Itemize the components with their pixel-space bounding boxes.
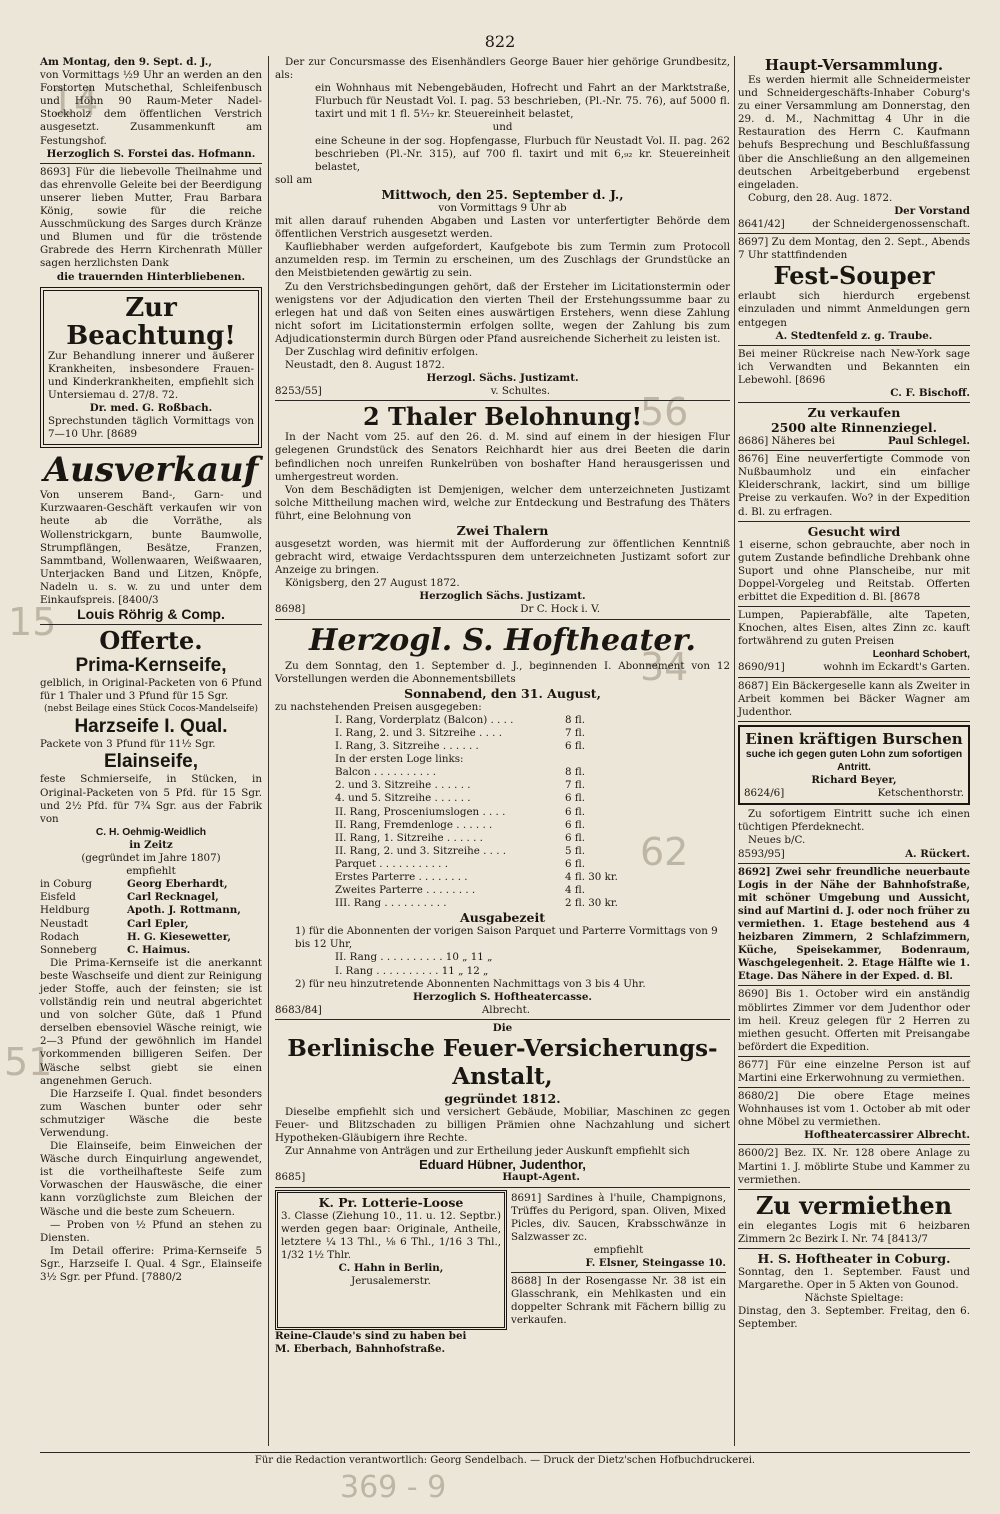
ad-signature: der Schneidergenossenschaft. [812,218,970,231]
ad-body: Von unserem Band-, Garn- und Kurzwaaren-Geschäft verkaufen wir von heute ab die Vorräthe, als Wollenstrickgarn, bunte Baumwolle, Strumpflängen, Besätze, Franzen, Sammtband, Wollenwaaren, Weißwaaren, Unterjacken Band und Litzen, Knöpfe, Nadeln u. s. w. zu und unter dem Einkaufspreis. [8400/3 [40,489,262,606]
ad-signature: Richard Beyer, [811,774,897,787]
price-value: 4 fl. 30 kr. [565,870,618,883]
price-row [335,832,635,845]
ad-body: Dinstag, den 3. September. Freitag, den 6. September. [738,1305,970,1331]
ad-body: Im Detail offerire: Prima-Kernseife 5 Sgr., Harzseife I. Qual. 4 Sgr., Elainseife 3½ Sgr. per Pfund. [7880/2 [40,1244,262,1284]
ad-body: Zur Behandlung innerer und äußerer Krankheiten, insbesondere Frauen- und Kinderkrankheiten, empfiehlt sich Untersiemau d. 27/8. 72. [48,349,254,401]
ad-heading: Elainseife, [104,751,198,773]
pencil-mark: 62 [640,830,689,874]
pencil-mark: 56 [640,390,689,434]
ad-signature: A. Rückert. [905,847,970,860]
column-middle [275,56,730,1356]
price-seat: 2. und 3. Sitzreihe . . . . . . [335,779,471,792]
dealer-row [40,904,262,917]
ad-signature: Hoftheatercassirer Albrecht. [804,1129,970,1142]
price-value: 8 fl. [565,766,585,779]
ad-heading: Prima-Kernseife, [75,655,227,677]
price-value: 8 fl. [565,713,585,726]
ad-body: erlaubt sich hierdurch ergebenst einzuladen und nimmt Anmeldungen gern entgegen [738,290,970,329]
ad-heading: Harzseife I. Qual. [74,716,228,738]
ad-title: Einen kräftigen Burschen [745,729,963,748]
ad-body: Reine-Claude's sind zu haben bei [275,1329,467,1342]
ad-body: Bei meiner Rückreise nach New-York sage ich Verwandten und Bekannten ein Lebewohl. [8696 [738,347,970,386]
dealer-town: Eisfeld [40,891,76,904]
ad-body: ein Wohnhaus mit Nebengebäuden, Hofrecht und Fahrt an der Marktstraße, Flurbuch für Neustadt Vol. I. pag. 53 beschrieben, (Pl.-Nr. 75. 76), auf 5000 fl. taxirt und mit 1 fl. 5¹⁄₁₇ kr. Steuereinheit belastet, [315,82,730,121]
ad-body: ausgesetzt worden, was hiermit mit der Aufforderung zur öffentlichen Kenntniß gebracht wird, etwaige Verdachtsspuren dem unterzeichneten Justizamt sofort zur Anzeige zu bringen. [275,538,730,577]
ad-body: Kaufliebhaber werden aufgefordert, Kaufgebote bis zum Termin zum Protocoll anzumelden resp. im Termin zu erscheinen, um des Zuschlags der Grundstücke an den Meistbietenden gewärtig zu sein. [275,241,730,280]
price-row [335,740,635,753]
ad-row [275,1190,730,1330]
price-seat: I. Rang, 3. Sitzreihe . . . . . . [335,740,479,753]
ad-body: II. Rang . . . . . . . . . . 10 „ 11 „ [335,951,493,964]
ad-feuerversicherung [275,1022,730,1185]
ad-signature: Dr C. Hock i. V. [520,603,600,616]
ad-abschied [738,348,970,400]
ad-body: Zur Annahme von Anträgen und zur Ertheilung jeder Auskunft empfiehlt sich [285,1145,690,1158]
ad-body: Die Prima-Kernseife ist die anerkannt beste Waschseife und dient zur Reinigung jeder Stoffe, auch der feinsten; sie ist vollständig rein und neutral abgerichtet und von solcher Güte, daß 1 Pfund derselben ebensoviel Wäsche reinigt, wie 2—3 Pfund der gewöhnlich im Handel vorkommenden billigeren Seifen. Der Wäsche selbst giebt sie einen angenehmen Geruch. [40,956,262,1087]
ad-title: Zur Beachtung! [66,292,236,351]
price-value: 2 fl. 30 kr. [565,897,618,910]
ad-title: Ausverkauf [43,450,259,491]
ad-body: Der Zuschlag wird definitiv erfolgen. [285,345,479,358]
ad-title: Am Montag, den 9. Sept. d. J., [40,56,212,68]
ad-role: Haupt-Agent. [502,1171,580,1184]
ad-number: 8641/42] [738,218,785,231]
ad-souper [738,236,970,343]
ad-signature: Albrecht. [481,1003,530,1016]
ad-number: 8624/6] [744,787,785,800]
ad-place: Neues b/C. [748,834,806,847]
dealer-town: Sonneberg [40,943,97,956]
price-value: 6 fl. [565,805,585,818]
dealer-name: Carl Epler, [127,917,189,930]
ad-body: Dieselbe empfiehlt sich und versichert Gebäude, Mobiliar, Maschinen zc gegen Feuer- und Blitzschaden zu billigen Prämien ohne Nachzahlung und sichert Hypotheken-Gläubigern ihre Rechte. [275,1106,730,1145]
ad-signature: Louis Röhrig & Comp. [77,606,225,623]
ad-body: mit allen darauf ruhenden Abgaben und Lasten vor unterfertigter Behörde dem öffentlichen Verstrich ausgesetzt werden. [275,215,730,241]
price-row [335,884,635,897]
price-row [335,858,635,871]
dealer-list [40,878,262,957]
price-row [335,753,635,766]
column-right [738,56,970,1331]
ad-body: gelblich, in Original-Packeten von 6 Pfund für 1 Thaler und 3 Pfund für 15 Sgr. [40,677,262,703]
ad-body: In der Nacht vom 25. auf den 26. d. M. sind auf einem in der hiesigen Flur gelegenen Grundstück des Senators Reichhardt hier aus drei Beeten die darin befindlichen noch unreifen Runkelrüben von boshafter Hand herausgerissen und umhergestreut worden. [275,431,730,483]
price-seat: II. Rang, 2. und 3. Sitzreihe . . . . [335,844,507,857]
ad-body: ein elegantes Logis mit 6 heizbaren Zimmern 2c Bezirk I. Nr. 74 [8413/7 [738,1219,970,1245]
ad-signature: A. Stedtenfeld z. g. Traube. [775,329,933,342]
ad-commode: 8676] Eine neuverfertigte Commode von Nußbaumholz und ein einfacher Kleiderschrank, lackirt, sind um billige Preise zu verkaufen. Wo? in der Expedition d. Bl. zu erfragen. [738,453,970,518]
ad-place: Neustadt, den 8. August 1872. [285,359,445,372]
price-value: 7 fl. [565,726,585,739]
ad-place: Königsberg, den 27 August 1872. [285,577,460,590]
price-value: 6 fl. [565,831,585,844]
ad-body: Die Harzseife I. Qual. findet besonders zum Waschen bunter oder sehr schmutziger Wäsche die beste Verwendung. [40,1087,262,1139]
ad-date: Mittwoch, den 25. September d. J., [381,186,624,202]
dealer-town: Heldburg [40,904,90,917]
ad-number: 8593/95] [738,847,785,860]
ad-body: 2) für neu hinzutretende Abonnenten Nachmittags von 3 bis 4 Uhr. [295,977,646,990]
ad-title: Gesucht wird [807,523,901,539]
ad-title: Berlinische Feuer-Versicherungs-Anstalt, [287,1035,718,1090]
footer-imprint: Für die Redaction verantwortlich: Georg Sendelbach. — Druck der Dietz'schen Hofbuchdruckerei. [40,1452,970,1466]
ad-body: 8697] Zu dem Montag, den 2. Sept., Abends 7 Uhr stattfindenden [738,236,970,262]
ad-body: 1 eiserne, schon gebrauchte, aber noch in gutem Zustande befindliche Drehbank ohne Suport und ohne Planscheibe, nur mit Doppel-Vorgeleg und Reitstab. Offerten erbittet die Expedition d. Bl. [8678 [738,538,970,603]
dealer-name: Georg Eberhardt, [127,878,228,891]
ad-body: eine Scheune in der sog. Hopfengasse, Flurbuch für Neustadt Vol. II. pag. 262 beschrieben (Pl.-Nr. 315), auf 700 fl. taxirt und mit 6,₉₂ kr. Steuereinheit belastet, [315,134,730,173]
ad-title: Herzogl. S. Hoftheater. [309,622,696,658]
ad-body: von Vormittags 9 Uhr ab [438,201,567,214]
dealer-name: Apoth. J. Rottmann, [127,904,241,917]
ad-ziegel [738,405,970,448]
ad-maker-town: in Zeitz [129,838,173,851]
price-value: 6 fl. [565,818,585,831]
ad-amount: Zwei Thalern [456,523,549,538]
dealer-row [40,878,262,891]
ad-signature: M. Eberbach, Bahnhofstraße. [275,1342,446,1355]
ad-versammlung [738,56,970,231]
ad-title: Fest-Souper [773,261,935,291]
ad-number: 8690/91] [738,661,785,674]
ad-bursche [738,725,970,805]
ad-concurs [275,56,730,398]
ad-body: Sonntag, den 1. September. Faust und Margarethe. Oper in 5 Akten von Gounod. [738,1265,970,1292]
ad-bez: 8600/2] Bez. IX. Nr. 128 obere Anlage zu Martini 1. J. möblirte Stube und Kammer zu vermiethen. [738,1147,970,1186]
price-value: 5 fl. [565,844,585,857]
ad-address: wohnh im Eckardt's Garten. [823,661,970,674]
pencil-mark: 34 [640,645,689,689]
ad-body: Von dem Beschädigten ist Demjenigen, welcher dem unterzeichneten Justizamt solche Mittheilung machen wird, welche zur Entdeckung und Bestrafung des Thäters führt, eine Belohnung von [275,483,730,522]
ad-number: 8253/55] [275,385,322,398]
price-row [335,806,635,819]
ad-founded: (gegründet im Jahre 1807) [81,852,221,865]
ad-number: 8685] [275,1171,306,1184]
price-value: 4 fl. [565,884,585,897]
ad-body: empfiehlt [126,865,176,878]
price-value [565,753,635,766]
ad-number: 8698] [275,603,306,616]
price-row [335,792,635,805]
dealer-town: in Coburg [40,878,93,891]
price-seat: II. Rang, Fremdenloge . . . . . . [335,818,493,831]
ad-lumpen [738,609,970,674]
ad-address: Jerusalemerstr. [351,1275,431,1288]
column-rule [734,56,735,1446]
ad-erker: 8677] Für eine einzelne Person ist auf Martini eine Erkerwohnung zu vermiethen. [738,1058,970,1084]
column-left [40,56,262,1284]
ad-signature: Herzoglich Sächs. Justizamt. [419,590,586,603]
ad-gesucht [738,524,970,604]
ad-body: von Vormittags ½9 Uhr an werden an den Forstorten Mutschethal, Schleifenbusch und Höhn 90 Raum-Meter Nadel-Stockholz dem öffentlichen Verstrich ausgesetzt. Zusammenkunft am Festungshof. [40,69,262,147]
ad-body: Die Elainseife, beim Einweichen der Wäsche durch Einquirlung angewendet, ist die vortheilhafteste Seife zum Vorwaschen der Hauswäsche, die einer kann vorzüglichste zum Bleichen der Wäsche und die beste zum Scheuern. [40,1140,262,1218]
ad-body: empfiehlt [593,1243,644,1256]
ad-body: Zu den Verstrichsbedingungen gehört, daß der Ersteher im Licitationstermin oder wenigstens vor der Adjudication den vierten Theil der Erstehungssumme baar zu erlegen hat und daß von Seiten eines auswärtigen Erstehers, wenn diese Zahlung nicht sofort im Licitationstermin erfolgen sollte, wegen der Zahlung bis zum Adjudicationstermin durch Bürgen oder Pfand ausreichende Sicherheit zu leisten ist. [275,280,730,345]
price-row [335,819,635,832]
ad-signature: Der Vorstand [894,204,970,217]
ad-body: I. Rang . . . . . . . . . . 11 „ 12 „ [335,964,489,977]
ad-body: soll am [275,173,313,186]
ad-signature: Herzoglich S. Hoftheatercasse. [413,990,592,1003]
ad-hoftheater-coburg [738,1251,970,1331]
ad-beachtung [40,287,262,449]
ad-number: 8683/84] [275,1003,322,1016]
ad-body: Nächste Spieltage: [804,1292,904,1305]
price-seat: 4. und 5. Sitzreihe . . . . . . [335,792,471,805]
ad-reineclaude [275,1330,730,1356]
ad-signature: Herzogl. Sächs. Justizamt. [426,372,579,385]
dealer-town: Rodach [40,930,80,943]
ad-title: Haupt-Versammlung. [764,56,944,74]
ad-body: 1) für die Abonnenten der vorigen Saison Parquet und Parterre Vormittags von 9 bis 12 Uhr, [295,925,718,951]
price-seat: III. Rang . . . . . . . . . . [335,897,447,910]
ad-vermiethen [738,1192,970,1246]
price-seat: II. Rang, Prosceniumslogen . . . . [335,805,506,818]
column-rule [268,56,269,1446]
ad-signature: Paul Schlegel. [887,435,970,448]
ad-body: 8688] In der Rosengasse Nr. 38 ist ein Glasschrank, ein Mehlkasten und ein doppelter Schrank mit Fächern billig zu verkaufen. [511,1275,726,1327]
ad-title: K. Pr. Lotterie-Loose [318,1194,464,1210]
pencil-mark: 51 [4,1040,53,1084]
price-row [335,845,635,858]
ad-title: Offerte. [99,626,203,656]
ad-pferdeknecht [738,808,970,860]
ad-body: feste Schmierseife, in Stücken, in Original-Packeten von 5 Pfd. für 15 Sgr. und 2½ Pfd. für 7¾ Sgr. aus der Fabrik von [40,773,262,825]
ad-sardines [507,1190,730,1330]
price-seat: Parquet . . . . . . . . . . . [335,857,448,870]
dealer-name: C. Haimus. [127,943,191,956]
dealer-name: Carl Recknagel, [127,891,219,904]
price-row [335,897,635,910]
ad-address: Ketschenthorstr. [877,787,964,800]
ad-ausverkauf [40,451,262,622]
ad-heading: Ausgabezeit [460,910,545,926]
dealer-row [40,931,262,944]
price-row [335,714,635,727]
ad-body: Zu dem Sonntag, den 1. September d. J., beginnenden I. Abonnement von 12 Vorstellungen werden die Abonnementsbillets [275,659,730,685]
ad-body: — Proben von ½ Pfund an stehen zu Diensten. [40,1218,262,1244]
ad-title: 2 Thaler Belohnung! [362,402,643,432]
ad-logis: 8692] Zwei sehr freundliche neuerbaute Logis in der Nähe der Bahnhofstraße, mit schöner Umgebung und Aussicht, sind auf Martini d. J. oder noch früher zu vermiethen. 1. Etage bestehend aus 4 heizbaren Zimmern, 2 Schlafzimmern, Küche, Speisekammer, Bodenraum, Waschgelegenheit. 2. Etage Hälfte wie 1. Etage. Das Nähere in der Exped. d. Bl. [738,866,970,983]
ad-signature: die trauernden Hinterbliebenen. [56,270,246,283]
ad-lotterie [275,1190,507,1330]
ad-signature: C. Hahn in Berlin, [338,1261,444,1274]
price-row [335,766,635,779]
price-value: 6 fl. [565,740,585,753]
ad-body: zu nachstehenden Preisen ausgegeben: [275,700,482,713]
ad-dank [40,166,262,284]
ad-signature: Leonhard Schobert, [872,649,970,661]
price-seat: In der ersten Loge links: [335,753,464,766]
ad-title: Zu verkaufen [807,405,901,421]
ad-offerte [40,627,262,1284]
ad-signature: Dr. med. G. Roßbach. [89,401,213,414]
ad-maker: C. H. Oehmig-Weidlich [95,826,207,838]
ad-etage [738,1090,970,1142]
price-list [275,714,635,910]
dealer-row [40,918,262,931]
ad-title: H. S. Hoftheater in Coburg. [757,1250,951,1266]
price-seat: Erstes Parterre . . . . . . . . [335,870,468,883]
ad-body: 2500 alte Rinnenziegel. [770,420,937,436]
price-value: 6 fl. [565,792,585,805]
ad-zimmer: 8690] Bis 1. October wird ein anständig möblirtes Zimmer vor dem Judenthor oder im heil. Kreuz gelegen für 2 Herren zu miethen gesucht. Offerten mit Preisangabe befördert die Expedition. [738,988,970,1053]
price-row [335,779,635,792]
ad-body: und [492,121,513,134]
ad-signature: C. F. Bischoff. [890,386,970,399]
ad-date: Sonnabend, den 31. August, [404,685,601,701]
ad-body: suche ich gegen guten Lohn zum sofortigen Antritt. [745,748,963,773]
price-value: 6 fl. [565,857,585,870]
pencil-mark: 15 [8,600,57,644]
ad-body: 8691] Sardines à l'huile, Champignons, Trüffes du Perigord, span. Oliven, Mixed Picles, div. Saucen, Krabsschwänze in Salzwasser zc. [511,1191,726,1243]
ad-body: Sprechstunden täglich Vormittags von 7—10 Uhr. [8689 [48,415,254,441]
ad-body: Packete von 3 Pfund für 11½ Sgr. [40,738,216,751]
ad-signature: v. Schultes. [490,385,550,398]
dealer-town: Neustadt [40,917,89,930]
ad-belohnung [275,403,730,616]
ad-body: Es werden hiermit alle Schneidermeister und Schneidergeschäfts-Inhaber Coburg's zu einer Versammlung am Donnerstag, den 29. d. M., Nachmittag 4 Uhr in die Restauration des Herrn C. Kaufmann behufs Besprechung und Beschlußfassung über die Anschließung an den allgemeinen deutschen Arbeitgeberbund ergebenst eingeladen. [738,74,970,191]
price-seat: Zweites Parterre . . . . . . . . [335,884,476,897]
ad-body: Lumpen, Papierabfälle, alte Tapeten, Knochen, altes Eisen, altes Zinn zc. kauft fortwährend zu guten Preisen [738,609,970,648]
ad-signature: Herzoglich S. Forstei das. Hofmann. [46,147,256,160]
pencil-mark: 14 [50,80,99,124]
dealer-row [40,891,262,904]
ad-hoftheater [275,622,730,1017]
ad-pretitle: Die [492,1021,513,1034]
ad-forstei [40,56,262,161]
ad-body: 8680/2] Die obere Etage meines Wohnhauses ist vom 1. October ab mit oder ohne Möbel zu vermiethen. [738,1090,970,1129]
price-seat: Balcon . . . . . . . . . . [335,766,437,779]
ad-body: (nebst Beilage eines Stück Cocos-Mandelseife) [43,704,258,715]
ad-body: Der zur Concursmasse des Eisenhändlers George Bauer hier gehörige Grundbesitz, als: [275,56,730,82]
price-value: 7 fl. [565,779,585,792]
price-row [335,727,635,740]
price-seat: II. Rang, 1. Sitzreihe . . . . . . [335,831,483,844]
ad-place: Coburg, den 28. Aug. 1872. [748,191,893,204]
price-row [335,871,635,884]
ad-number: 8686] Näheres bei [738,435,835,448]
dealer-name: H. G. Kiesewetter, [127,930,231,943]
ad-body: Zu sofortigem Eintritt suche ich einen tüchtigen Pferdeknecht. [738,808,970,834]
price-seat: I. Rang, Vorderplatz (Balcon) . . . . [335,713,514,726]
ad-founded: gegründet 1812. [444,1091,561,1106]
ad-body: 8693] Für die liebevolle Theilnahme und das ehrenvolle Geleite bei der Beerdigung unserer lieben Mutter, Frau Barbara König, sowie für die reiche Ausschmückung des Sarges durch Kränze und Blumen und für die tröstende Grabrede des Herrn Kirchenrath Müller sagen herzlichsten Dank [40,165,262,270]
ad-baecker: 8687] Ein Bäckergeselle kann als Zweiter in Arbeit kommen bei Bäcker Wagner am Judenthor. [738,679,970,718]
ad-title: Zu vermiethen [755,1190,953,1220]
dealer-row [40,944,262,957]
ad-signature: Eduard Hübner, Judenthor, [419,1157,586,1173]
pencil-mark: 369 - 9 [340,1470,447,1505]
price-seat: I. Rang, 2. und 3. Sitzreihe . . . . [335,726,502,739]
page-number: 822 [484,32,516,51]
ad-signature: F. Elsner, Steingasse 10. [585,1257,726,1270]
ad-body: 3. Classe (Ziehung 10., 11. u. 12. Septbr.) werden gegen baar: Originale, Antheile, letztere ¼ 13 Thl., ⅛ 6 Thl., 1/16 3 Thl., 1/32 1½ Thlr. [281,1209,501,1261]
